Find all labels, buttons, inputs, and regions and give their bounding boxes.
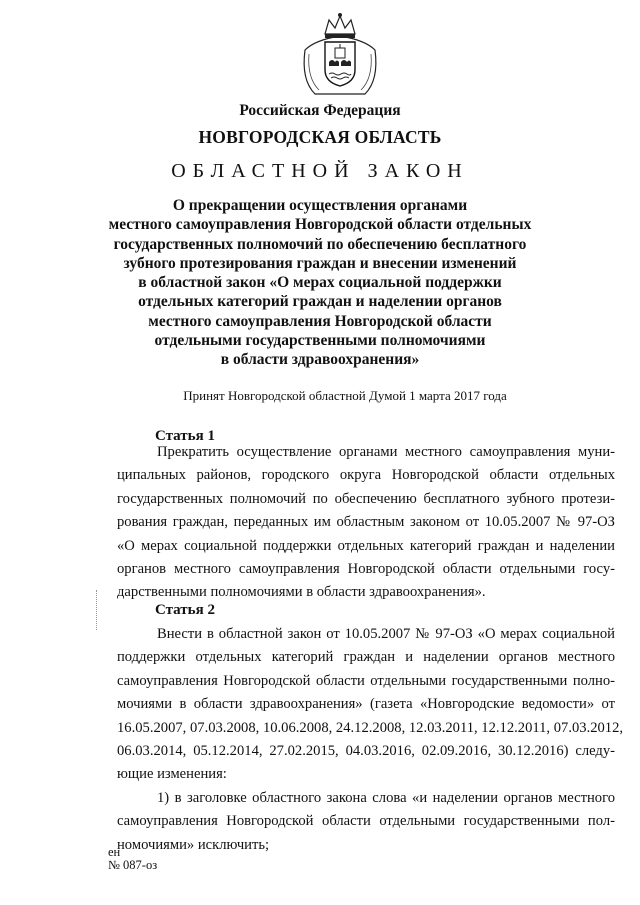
document-type-heading: ОБЛАСТНОЙ ЗАКОН (171, 160, 469, 182)
law-title-line: в области здравоохранения» (220, 351, 420, 369)
article-2-line: ющие изменения: (117, 766, 227, 783)
article-2-text (117, 623, 624, 857)
law-title-line: отдельных категорий граждан и наделении органов (138, 293, 502, 311)
article-2-line: 06.03.2014, 05.12.2014, 27.02.2015, 04.03.2016, 02.09.2016, 30.12.2016) следу- (117, 742, 615, 759)
article-1-line: органов местного самоуправления Новгородской области отдельными госу- (117, 560, 615, 577)
law-title-line: местного самоуправления Новгородской области отдельных (108, 216, 532, 234)
article-2-line: мочиями в области здравоохранения» (газета «Новгородские ведомости» от (117, 696, 615, 713)
article-2-line: самоуправления Новгородской области отдельными государственными полно- (117, 672, 615, 689)
law-title-line: зубного протезирования граждан и внесении изменений (123, 254, 517, 272)
law-title-line: отдельными государственными полномочиями (154, 332, 486, 350)
federation-heading: Российская Федерация (239, 102, 401, 119)
region-heading: НОВГОРОДСКАЯ ОБЛАСТЬ (198, 127, 442, 147)
footer-number: № 087-оз (108, 858, 158, 872)
article-1-line: дарственными полномочиями в области здравоохранения». (117, 584, 486, 601)
article-2-heading: Статья 2 (155, 602, 215, 618)
law-title-line: О прекращении осуществления органами (172, 197, 468, 214)
article-2-item-1-line: самоуправления Новгородской области отдельными государственными пол- (117, 813, 615, 830)
article-2-line: Внести в областной закон от 10.05.2007 № 97-ОЗ «О мерах социальной (157, 626, 615, 642)
law-title-line: в областной закон «О мерах социальной поддержки (138, 274, 502, 292)
article-2-line: 16.05.2007, 07.03.2008, 10.06.2008, 24.12.2008, 12.03.2011, 12.12.2011, 07.03.2012, (117, 719, 624, 736)
footer-initials: ен (108, 845, 121, 859)
adoption-note: Принят Новгородской областной Думой 1 марта 2017 года (183, 388, 507, 403)
article-1-line: «О мерах социальной поддержки отдельных категорий граждан и наделении (117, 537, 615, 554)
article-2-item-1-line: 1) в заголовке областного закона слова «и наделении органов местного (157, 789, 615, 806)
law-title (40, 196, 600, 370)
article-1-heading: Статья 1 (155, 428, 215, 444)
article-2-item-1-line: номочиями» исключить; (117, 836, 270, 853)
coat-of-arms-emblem (295, 10, 385, 98)
law-title-line: местного самоуправления Новгородской области (148, 312, 492, 330)
margin-dots (96, 590, 99, 630)
document-footer (108, 846, 157, 872)
article-1-line: государственных полномочий по обеспечению бесплатного зубного протези- (117, 490, 615, 507)
article-1-text (117, 441, 615, 605)
article-1-line: ципальных районов, городского округа Новгородской области отдельных (117, 467, 615, 484)
article-1-line: Прекратить осуществление органами местного самоуправления муни- (157, 444, 615, 460)
article-2-line: поддержки отдельных категорий граждан и наделении органов местного (117, 649, 615, 666)
article-1-line: рования граждан, переданных им областным законом от 10.05.2007 № 97-ОЗ (117, 514, 615, 531)
law-title-line: государственных полномочий по обеспечению бесплатного (113, 235, 527, 253)
